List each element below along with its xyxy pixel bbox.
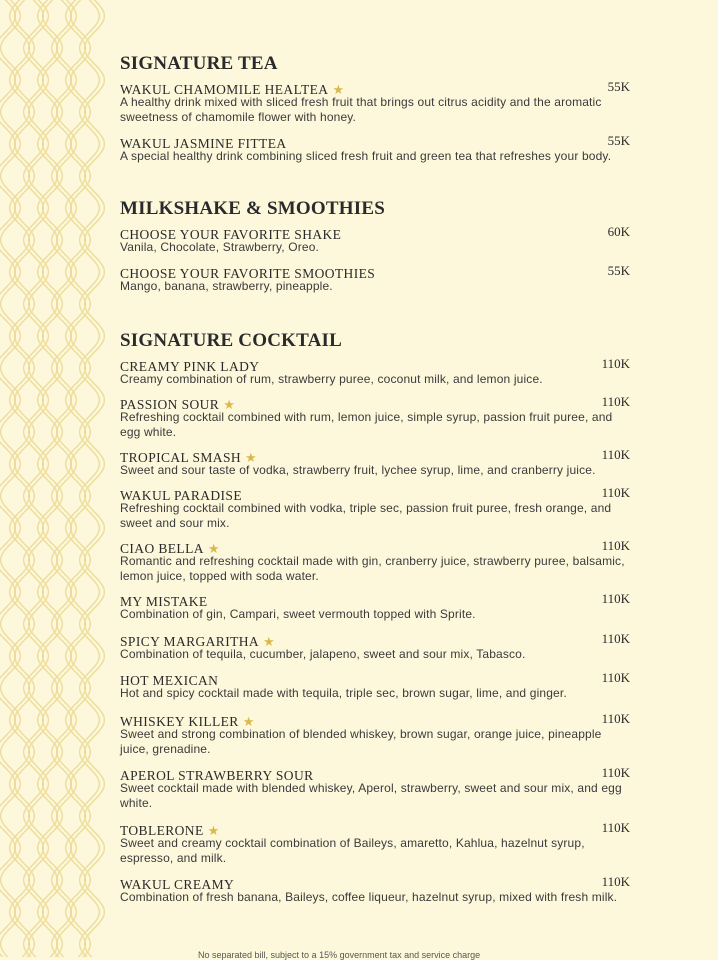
item-description: Sweet and sour taste of vodka, strawberry fruit, lychee syrup, lime, and cranberry juice. — [120, 463, 596, 477]
item-description: Sweet and strong combination of blended whiskey, brown sugar, orange juice, pineapple juice, grenadine. — [120, 727, 602, 756]
item-price: 55K — [607, 79, 630, 94]
star-icon: ★ — [332, 83, 345, 98]
menu-item — [120, 394, 630, 440]
menu-item — [120, 133, 630, 164]
item-name: WAKUL JASMINE FITTEA — [120, 136, 287, 151]
star-icon: ★ — [245, 451, 257, 466]
item-name: CIAO BELLA — [120, 541, 204, 556]
menu-item — [120, 711, 630, 757]
item-description: Sweet cocktail made with blended whiskey, Aperol, strawberry, sweet and sour mix, and egg white. — [120, 781, 622, 810]
item-name: WAKUL PARADISE — [120, 488, 242, 503]
item-price: 110K — [601, 447, 630, 462]
star-icon: ★ — [263, 635, 275, 650]
wave-line — [85, 0, 105, 957]
star-icon: ★ — [242, 715, 255, 730]
section-title-milkshake-smoothies: MILKSHAKE & SMOOTHIES — [120, 198, 385, 219]
item-name: WAKUL CREAMY — [120, 877, 235, 892]
menu-item — [120, 224, 630, 255]
item-description: Vanila, Chocolate, Strawberry, Oreo. — [120, 240, 320, 254]
item-name: CREAMY PINK LADY — [120, 359, 260, 374]
item-description: Creamy combination of rum, strawberry puree, coconut milk, and lemon juice. — [120, 372, 543, 386]
item-name: WHISKEY KILLER — [120, 714, 239, 729]
menu-item — [120, 765, 630, 811]
item-price: 110K — [601, 670, 630, 685]
item-price: 55K — [607, 133, 630, 148]
item-price: 60K — [607, 224, 630, 239]
menu-item — [120, 874, 630, 905]
section-title-signature-cocktail: SIGNATURE COCKTAIL — [120, 330, 342, 351]
item-price: 110K — [601, 820, 630, 835]
menu-item — [120, 356, 630, 387]
item-price: 110K — [601, 485, 630, 500]
item-description: Refreshing cocktail combined with rum, lemon juice, simple syrup, passion fruit puree, and egg white. — [120, 410, 613, 439]
item-description: A healthy drink mixed with sliced fresh fruit that brings out citrus acidity and the aromatic sweetness of chamomile flower with honey. — [120, 95, 602, 124]
item-price: 55K — [607, 263, 630, 278]
item-price: 110K — [601, 356, 630, 371]
item-name: HOT MEXICAN — [120, 673, 219, 688]
menu-item — [120, 263, 630, 294]
item-price: 110K — [601, 591, 630, 606]
item-name: SPICY MARGARITHA — [120, 634, 260, 649]
item-description: Hot and spicy cocktail made with tequila, triple sec, brown sugar, lime, and ginger. — [120, 686, 567, 700]
item-price: 110K — [601, 765, 630, 780]
item-description: Sweet and creamy cocktail combination of Baileys, amaretto, Kahlua, hazelnut syrup, espresso, and milk. — [120, 836, 585, 865]
section-title-signature-tea: SIGNATURE TEA — [120, 53, 278, 74]
menu-item — [120, 820, 630, 866]
menu-item — [120, 591, 630, 622]
menu-item — [120, 631, 630, 662]
star-icon: ★ — [223, 398, 235, 413]
menu-item — [120, 447, 630, 478]
item-name: TROPICAL SMASH — [120, 450, 241, 465]
wave-line — [0, 0, 15, 957]
item-description: Combination of tequila, cucumber, jalapeno, sweet and sour mix, Tabasco. — [120, 647, 526, 661]
item-name: CHOOSE YOUR FAVORITE SHAKE — [120, 227, 342, 242]
item-price: 110K — [601, 631, 630, 646]
item-name: APEROL STRAWBERRY SOUR — [120, 768, 314, 783]
menu-item — [120, 670, 630, 701]
item-price: 110K — [601, 538, 630, 553]
item-description: Combination of gin, Campari, sweet vermouth topped with Sprite. — [120, 607, 476, 621]
menu-item — [120, 485, 630, 531]
item-name: TOBLERONE — [120, 823, 204, 838]
menu-item — [120, 538, 630, 584]
item-name: CHOOSE YOUR FAVORITE SMOOTHIES — [120, 266, 376, 281]
item-name: MY MISTAKE — [120, 594, 208, 609]
star-icon: ★ — [207, 824, 220, 839]
item-price: 110K — [601, 711, 630, 726]
item-description: A special healthy drink combining sliced fresh fruit and green tea that refreshes your body. — [120, 149, 612, 163]
wave-pattern-decoration — [0, 0, 105, 957]
footnote: No separated bill, subject to a 15% government tax and service charge — [198, 950, 481, 960]
item-name: PASSION SOUR — [120, 397, 220, 412]
item-description: Romantic and refreshing cocktail made with gin, cranberry juice, strawberry puree, balsamic, lemon juice, topped with soda water. — [120, 554, 625, 583]
item-description: Combination of fresh banana, Baileys, coffee liqueur, hazelnut syrup, mixed with fresh milk. — [120, 890, 618, 904]
star-icon: ★ — [207, 542, 220, 557]
item-price: 110K — [601, 394, 630, 409]
menu-item — [120, 79, 630, 125]
item-description: Refreshing cocktail combined with vodka, triple sec, passion fruit puree, fresh orange, and sweet and sour mix. — [120, 501, 612, 530]
item-description: Mango, banana, strawberry, pineapple. — [120, 279, 333, 293]
item-name: WAKUL CHAMOMILE HEALTEA — [120, 82, 329, 97]
item-price: 110K — [601, 874, 630, 889]
